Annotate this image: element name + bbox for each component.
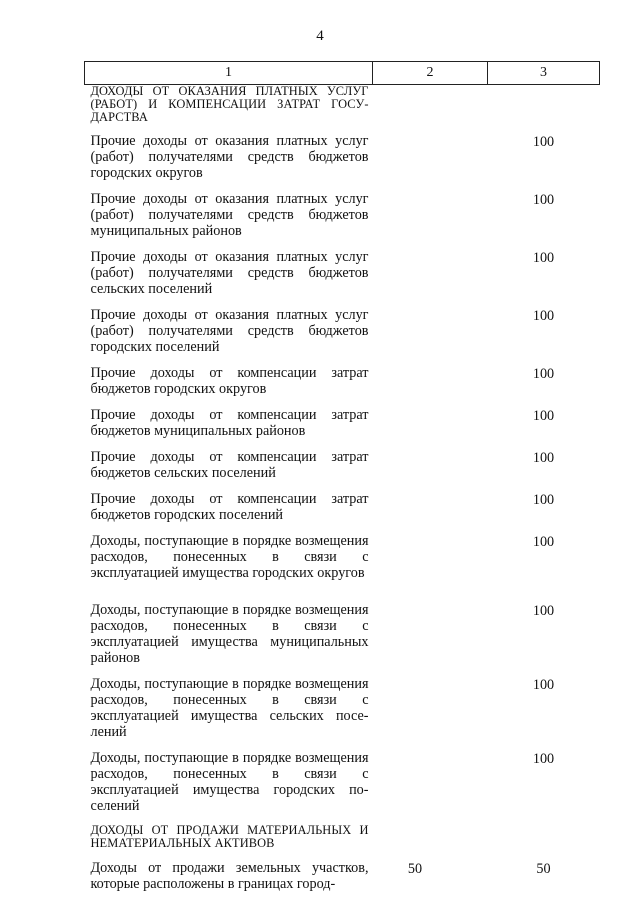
row-col3-value: 100 xyxy=(532,407,555,424)
table-row xyxy=(85,249,600,307)
table-row xyxy=(85,407,600,449)
table-row xyxy=(85,824,600,860)
row-col3-value: 100 xyxy=(532,533,555,550)
table-row xyxy=(85,602,600,676)
row-name: Доходы, поступающие в порядке возмещения расходов, понесенных в связи с эксплуатацией имущества муниципальных районов xyxy=(90,601,369,666)
table-row xyxy=(85,449,600,491)
row-name: Прочие доходы от компенсации затрат бюджетов муниципальных районов xyxy=(90,406,369,439)
table-row xyxy=(85,191,600,249)
row-name: Прочие доходы от компенсации затрат бюджетов городских поселений xyxy=(90,490,369,523)
row-col3-value: 50 xyxy=(536,860,551,877)
row-col3-value xyxy=(488,824,600,860)
row-name: ДОХОДЫ ОТ ПРОДАЖИ МАТЕРИАЛЬНЫХ И НЕМАТЕРИАЛЬНЫХ АКТИВОВ xyxy=(90,822,369,850)
row-col3-value: 100 xyxy=(532,449,555,466)
header-col-2: 2 xyxy=(373,62,488,85)
table-row xyxy=(85,676,600,750)
row-col3-value: 100 xyxy=(532,249,555,266)
row-col3-value: 100 xyxy=(532,491,555,508)
row-name: Доходы, поступающие в порядке возмещения расходов, понесенных в связи с эксплуатацией имущества сельских поселений xyxy=(90,675,369,740)
row-name: Прочие доходы от компенсации затрат бюджетов сельских поселений xyxy=(90,448,369,481)
row-name: Доходы, поступающие в порядке возмещения расходов, понесенных в связи с эксплуатацией имущества городских поселений xyxy=(90,749,369,814)
header-col-3: 3 xyxy=(488,62,600,85)
row-name: Прочие доходы от оказания платных услуг (работ) получателями средств бюджетов городских поселений xyxy=(90,306,369,355)
row-col3-value: 100 xyxy=(532,133,555,150)
row-col2-value xyxy=(373,750,488,824)
row-name: Прочие доходы от оказания платных услуг (работ) получателями средств бюджетов городских округов xyxy=(90,132,369,181)
table-row xyxy=(85,491,600,533)
row-name: Прочие доходы от оказания платных услуг (работ) получателями средств бюджетов сельских поселений xyxy=(90,248,369,297)
header-col-1: 1 xyxy=(85,62,373,85)
row-col2-value xyxy=(373,491,488,533)
row-col2-value xyxy=(373,191,488,249)
row-col2-value xyxy=(373,249,488,307)
row-col2-value xyxy=(373,449,488,491)
table-body xyxy=(85,85,600,902)
row-name: Прочие доходы от компенсации затрат бюджетов городских округов xyxy=(90,364,369,397)
row-col2-value xyxy=(373,602,488,676)
page-number: 4 xyxy=(316,28,324,44)
row-col2-value xyxy=(373,365,488,407)
table-row xyxy=(85,365,600,407)
table-row xyxy=(85,133,600,191)
row-col2-value xyxy=(373,85,488,133)
row-col3-value: 100 xyxy=(532,191,555,208)
table-row xyxy=(85,860,600,902)
row-col2-value xyxy=(373,533,488,602)
row-col2-value xyxy=(373,407,488,449)
row-col3-value xyxy=(488,85,600,133)
header-row xyxy=(85,62,600,85)
row-name: ДОХОДЫ ОТ ОКАЗАНИЯ ПЛАТНЫХ УСЛУГ (РАБОТ) И КОМПЕНСАЦИИ ЗАТРАТ ГОСУДАРСТВА xyxy=(90,84,369,124)
row-name: Доходы, поступающие в порядке возмещения расходов, понесенных в связи с эксплуатацией имущества городских округов xyxy=(90,532,369,581)
budget-table xyxy=(84,61,600,902)
row-col2-value: 50 xyxy=(407,860,423,877)
table-row xyxy=(85,85,600,133)
table-row xyxy=(85,533,600,602)
row-col3-value: 100 xyxy=(532,676,555,693)
row-col2-value xyxy=(373,133,488,191)
row-col2-value xyxy=(373,307,488,365)
row-col3-value: 100 xyxy=(532,602,555,619)
row-name: Доходы от продажи земельных участков, которые расположены в границах город- xyxy=(90,859,369,892)
row-col3-value: 100 xyxy=(532,750,555,767)
row-col2-value xyxy=(373,676,488,750)
row-col2-value xyxy=(373,824,488,860)
row-name: Прочие доходы от оказания платных услуг (работ) получателями средств бюджетов муниципальных районов xyxy=(90,190,369,239)
table-row xyxy=(85,750,600,824)
table-header xyxy=(85,62,600,85)
row-col3-value: 100 xyxy=(532,365,555,382)
row-col3-value: 100 xyxy=(532,307,555,324)
table-row xyxy=(85,307,600,365)
